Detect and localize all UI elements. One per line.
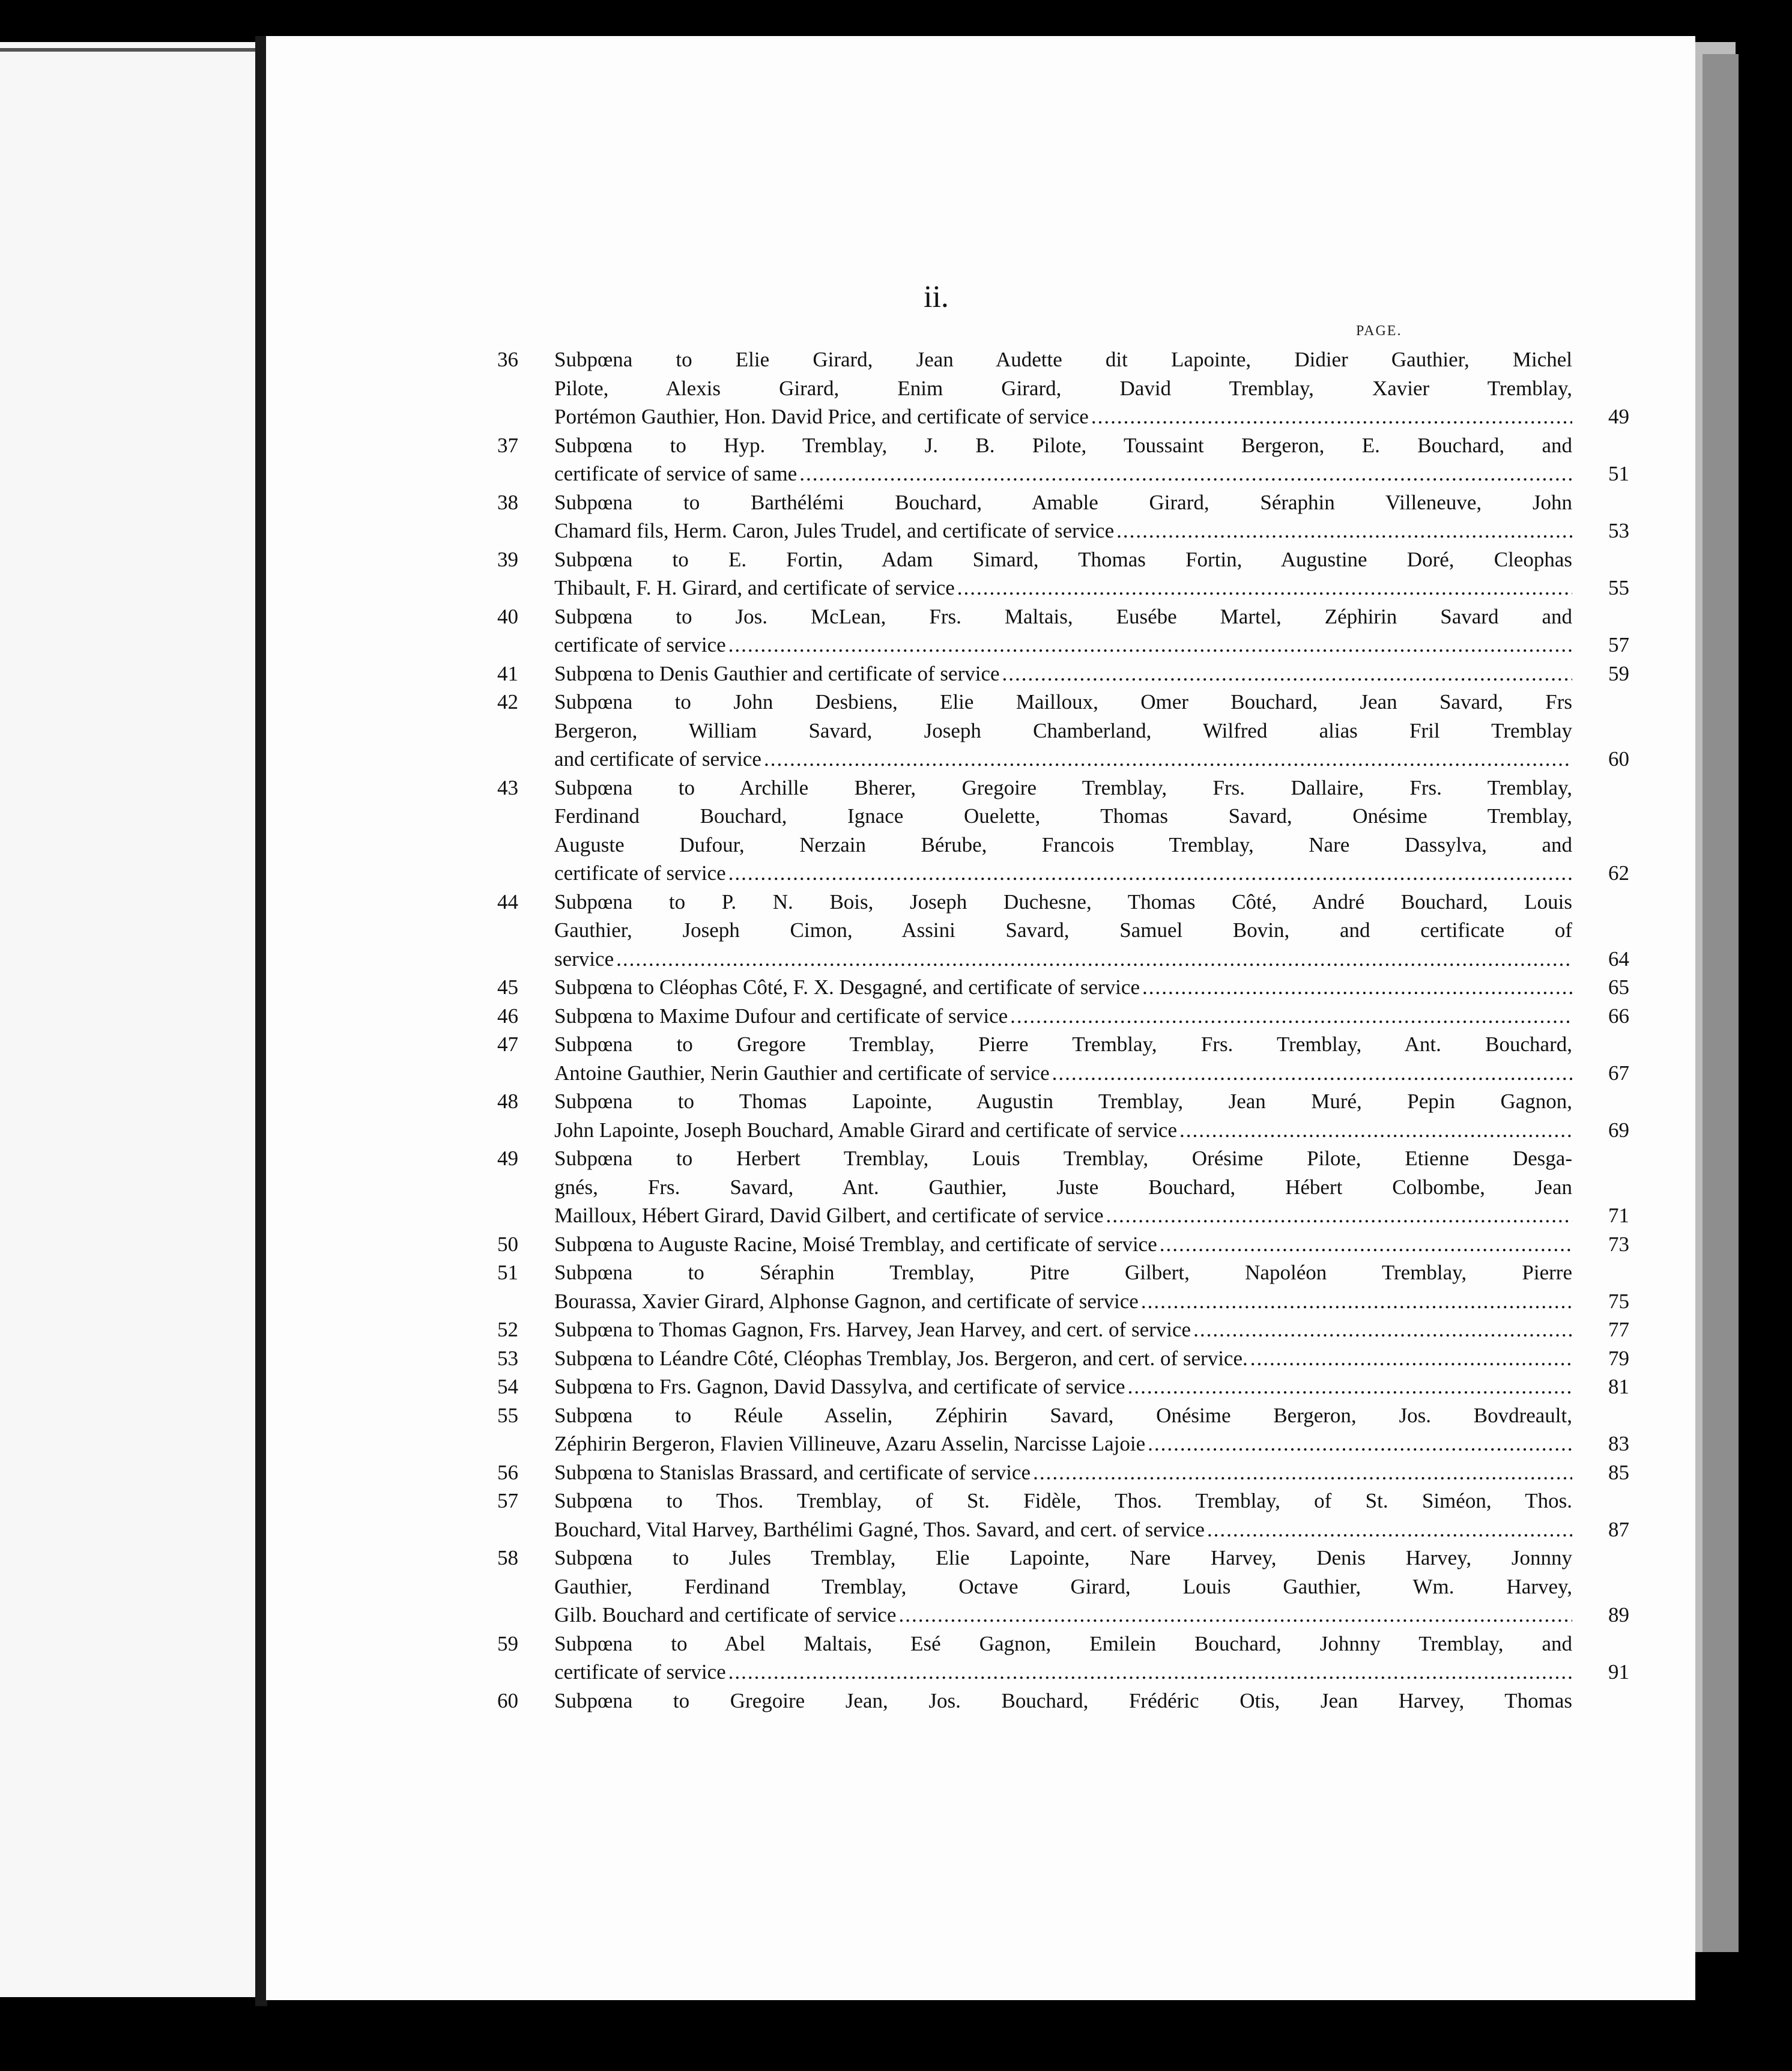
entry-page-number: 59 bbox=[1608, 661, 1629, 685]
entry-line: certificate of service of same ..... bbox=[554, 459, 1572, 488]
entry-number: 48 bbox=[497, 1090, 518, 1113]
entry-number: 56 bbox=[497, 1460, 518, 1484]
entry-number: 41 bbox=[497, 661, 518, 685]
entry-page-number: 49 bbox=[1608, 405, 1629, 428]
entry-line: Bergeron, William Savard, Joseph Chamberland, Wilfred alias Fril Tremblay bbox=[554, 718, 1572, 742]
toc-entry bbox=[476, 1401, 1629, 1458]
entry-number: 47 bbox=[497, 1032, 518, 1056]
entry-page-number: 66 bbox=[1608, 1004, 1629, 1028]
page-column-header: PAGE. bbox=[1356, 323, 1402, 339]
dot-leader bbox=[616, 945, 1572, 974]
entry-line: Mailloux, Hébert Girard, David Gilbert, and certificate of service ..... bbox=[554, 1201, 1572, 1230]
entry-line: Subpœna to Denis Gauthier and certificate of service ..... bbox=[554, 660, 1572, 688]
toc-entry bbox=[476, 1487, 1629, 1544]
dot-leader bbox=[1179, 1116, 1572, 1145]
toc-entry bbox=[476, 888, 1629, 974]
entry-number: 38 bbox=[497, 490, 518, 514]
toc-entry bbox=[476, 1544, 1629, 1630]
entry-number: 59 bbox=[497, 1631, 518, 1655]
entry-number: 53 bbox=[497, 1346, 518, 1370]
entry-line: Chamard fils, Herm. Caron, Jules Trudel, and certificate of service ..... bbox=[554, 517, 1572, 545]
toc-entry bbox=[476, 774, 1629, 888]
dot-leader bbox=[1160, 1230, 1572, 1259]
entry-number: 57 bbox=[497, 1489, 518, 1512]
entry-line: Subpœna to Gregore Tremblay, Pierre Tremblay, Frs. Tremblay, Ant. Bouchard, bbox=[554, 1032, 1572, 1056]
entry-page-number: 91 bbox=[1608, 1660, 1629, 1684]
entry-line: Subpœna to Thomas Gagnon, Frs. Harvey, Jean Harvey, and cert. of service ..... bbox=[554, 1315, 1572, 1344]
entry-line: Subpœna to Auguste Racine, Moisé Tremblay, and certificate of service ..... bbox=[554, 1230, 1572, 1259]
entry-line: Zéphirin Bergeron, Flavien Villineuve, Azaru Asselin, Narcisse Lajoie ..... bbox=[554, 1430, 1572, 1458]
entry-number: 55 bbox=[497, 1403, 518, 1427]
entry-page-number: 73 bbox=[1608, 1232, 1629, 1256]
entry-line: Bourassa, Xavier Girard, Alphonse Gagnon, and certificate of service ..... bbox=[554, 1287, 1572, 1316]
dot-leader bbox=[1002, 660, 1572, 688]
entry-line: Gauthier, Ferdinand Tremblay, Octave Girard, Louis Gauthier, Wm. Harvey, bbox=[554, 1574, 1572, 1598]
toc-entry bbox=[476, 1372, 1629, 1401]
entry-line: Subpœna to Archille Bherer, Gregoire Tremblay, Frs. Dallaire, Frs. Tremblay, bbox=[554, 775, 1572, 799]
toc-entry bbox=[476, 602, 1629, 660]
toc-entry bbox=[476, 1144, 1629, 1230]
toc-entry bbox=[476, 1230, 1629, 1259]
entry-page-number: 57 bbox=[1608, 633, 1629, 656]
entry-line: service ..... bbox=[554, 945, 1572, 974]
entry-page-number: 64 bbox=[1608, 947, 1629, 971]
entry-number: 43 bbox=[497, 775, 518, 799]
entry-number: 36 bbox=[497, 348, 518, 371]
entry-number: 42 bbox=[497, 690, 518, 714]
entry-line: Antoine Gauthier, Nerin Gauthier and certificate of service ..... bbox=[554, 1059, 1572, 1088]
toc-entry bbox=[476, 1458, 1629, 1487]
toc-entry bbox=[476, 488, 1629, 545]
facing-page-left bbox=[0, 42, 255, 1997]
dot-leader bbox=[799, 459, 1572, 488]
entry-line: certificate of service ..... bbox=[554, 631, 1572, 660]
entry-line: Thibault, F. H. Girard, and certificate of service ..... bbox=[554, 574, 1572, 602]
toc-entry bbox=[476, 545, 1629, 602]
dot-leader bbox=[1148, 1430, 1572, 1458]
entry-number: 51 bbox=[497, 1261, 518, 1284]
dot-leader bbox=[1142, 973, 1572, 1002]
entry-page-number: 51 bbox=[1608, 462, 1629, 485]
entry-number: 40 bbox=[497, 604, 518, 628]
entry-line: Subpœna to Abel Maltais, Esé Gagnon, Emilein Bouchard, Johnny Tremblay, and bbox=[554, 1631, 1572, 1655]
dot-leader bbox=[728, 1658, 1572, 1687]
entry-page-number: 53 bbox=[1608, 519, 1629, 542]
dot-leader bbox=[764, 745, 1572, 774]
toc-entry bbox=[476, 688, 1629, 774]
entry-page-number: 79 bbox=[1608, 1346, 1629, 1370]
dot-leader bbox=[957, 574, 1572, 602]
entry-page-number: 89 bbox=[1608, 1603, 1629, 1627]
toc-entry bbox=[476, 660, 1629, 688]
toc-entry bbox=[476, 1002, 1629, 1031]
toc-entry bbox=[476, 1630, 1629, 1687]
entry-line: Subpœna to Herbert Tremblay, Louis Tremblay, Orésime Pilote, Etienne Desga- bbox=[554, 1147, 1572, 1170]
entry-line: Bouchard, Vital Harvey, Barthélimi Gagné, Thos. Savard, and cert. of service ..... bbox=[554, 1515, 1572, 1544]
entry-line: Subpœna to E. Fortin, Adam Simard, Thomas Fortin, Augustine Doré, Cleophas bbox=[554, 547, 1572, 571]
toc-entry bbox=[476, 1258, 1629, 1315]
entry-number: 58 bbox=[497, 1546, 518, 1569]
entry-page-number: 55 bbox=[1608, 576, 1629, 599]
dot-leader bbox=[1091, 402, 1572, 431]
toc-entry bbox=[476, 1087, 1629, 1144]
dot-leader bbox=[728, 859, 1572, 888]
entry-number: 50 bbox=[497, 1232, 518, 1256]
book-spine bbox=[255, 36, 267, 2006]
entry-line: Subpœna to Séraphin Tremblay, Pitre Gilbert, Napoléon Tremblay, Pierre bbox=[554, 1261, 1572, 1284]
entry-number: 44 bbox=[497, 890, 518, 914]
entry-line: Subpœna to John Desbiens, Elie Mailloux, Omer Bouchard, Jean Savard, Frs bbox=[554, 690, 1572, 714]
toc-entry bbox=[476, 1315, 1629, 1344]
toc-entry bbox=[476, 1344, 1629, 1373]
toc-entry bbox=[476, 1030, 1629, 1087]
dot-leader bbox=[1250, 1344, 1572, 1373]
entry-page-number: 65 bbox=[1608, 975, 1629, 999]
entry-line: certificate of service ..... bbox=[554, 1658, 1572, 1687]
dot-leader bbox=[1128, 1372, 1572, 1401]
toc-entry bbox=[476, 431, 1629, 488]
entry-line: Portémon Gauthier, Hon. David Price, and certificate of service ..... bbox=[554, 402, 1572, 431]
dot-leader bbox=[1141, 1287, 1572, 1316]
entry-line: Gauthier, Joseph Cimon, Assini Savard, Samuel Bovin, and certificate of bbox=[554, 918, 1572, 942]
entry-page-number: 81 bbox=[1608, 1375, 1629, 1398]
page-number: ii. bbox=[924, 280, 949, 314]
entry-line: Subpœna to Thos. Tremblay, of St. Fidèle, Thos. Tremblay, of St. Siméon, Thos. bbox=[554, 1489, 1572, 1512]
entry-page-number: 71 bbox=[1608, 1204, 1629, 1227]
dot-leader bbox=[1207, 1515, 1572, 1544]
entry-page-number: 60 bbox=[1608, 747, 1629, 771]
entry-page-number: 87 bbox=[1608, 1517, 1629, 1541]
entry-page-number: 69 bbox=[1608, 1118, 1629, 1142]
entry-line: Subpœna to Stanislas Brassard, and certificate of service ..... bbox=[554, 1458, 1572, 1487]
dot-leader bbox=[1193, 1315, 1572, 1344]
entry-page-number: 77 bbox=[1608, 1318, 1629, 1341]
entry-number: 52 bbox=[497, 1318, 518, 1341]
entry-line: Auguste Dufour, Nerzain Bérube, Francois Tremblay, Nare Dassylva, and bbox=[554, 832, 1572, 857]
entry-number: 37 bbox=[497, 433, 518, 457]
entry-line: Subpœna to Gregoire Jean, Jos. Bouchard, Frédéric Otis, Jean Harvey, Thomas bbox=[554, 1688, 1572, 1712]
entry-number: 49 bbox=[497, 1147, 518, 1170]
document-page bbox=[266, 36, 1695, 2000]
dot-leader bbox=[728, 631, 1572, 660]
entry-number: 46 bbox=[497, 1004, 518, 1028]
entry-line: Subpœna to Jules Tremblay, Elie Lapointe, Nare Harvey, Denis Harvey, Jonnny bbox=[554, 1546, 1572, 1569]
entry-line: Pilote, Alexis Girard, Enim Girard, David Tremblay, Xavier Tremblay, bbox=[554, 376, 1572, 400]
entry-page-number: 85 bbox=[1608, 1460, 1629, 1484]
entry-line: Subpœna to Hyp. Tremblay, J. B. Pilote, Toussaint Bergeron, E. Bouchard, and bbox=[554, 433, 1572, 457]
entry-line: Subpœna to Frs. Gagnon, David Dassylva, and certificate of service ..... bbox=[554, 1372, 1572, 1401]
entry-number: 60 bbox=[497, 1688, 518, 1712]
toc-entry bbox=[476, 973, 1629, 1002]
entry-line: gnés, Frs. Savard, Ant. Gauthier, Juste Bouchard, Hébert Colbombe, Jean bbox=[554, 1175, 1572, 1199]
entry-line: John Lapointe, Joseph Bouchard, Amable Girard and certificate of service ..... bbox=[554, 1116, 1572, 1145]
page-stack-edge-shadow bbox=[1703, 54, 1739, 1952]
entry-line: Subpœna to Jos. McLean, Frs. Maltais, Eusébe Martel, Zéphirin Savard and bbox=[554, 604, 1572, 628]
toc-entry bbox=[476, 345, 1629, 431]
entry-page-number: 62 bbox=[1608, 861, 1629, 885]
toc-entry bbox=[476, 1687, 1629, 1715]
dot-leader bbox=[1052, 1059, 1572, 1088]
entry-number: 45 bbox=[497, 975, 518, 999]
entry-line: Gilb. Bouchard and certificate of service ..... bbox=[554, 1601, 1572, 1630]
dot-leader bbox=[898, 1601, 1572, 1630]
entry-line: Subpœna to P. N. Bois, Joseph Duchesne, Thomas Côté, André Bouchard, Louis bbox=[554, 890, 1572, 914]
entry-line: Subpœna to Maxime Dufour and certificate of service ..... bbox=[554, 1002, 1572, 1031]
entry-line: Subpœna to Cléophas Côté, F. X. Desgagné, and certificate of service ..... bbox=[554, 973, 1572, 1002]
entry-line: Subpœna to Barthélémi Bouchard, Amable Girard, Séraphin Villeneuve, John bbox=[554, 490, 1572, 514]
table-of-contents bbox=[476, 345, 1629, 1715]
facing-page-edge bbox=[0, 48, 255, 52]
dot-leader bbox=[1010, 1002, 1572, 1031]
dot-leader bbox=[1116, 517, 1572, 545]
entry-page-number: 83 bbox=[1608, 1432, 1629, 1455]
entry-line: certificate of service ..... bbox=[554, 859, 1572, 888]
entry-line: Subpœna to Léandre Côté, Cléophas Tremblay, Jos. Bergeron, and cert. of service. ..... bbox=[554, 1344, 1572, 1373]
dot-leader bbox=[1033, 1458, 1572, 1487]
entry-line: Ferdinand Bouchard, Ignace Ouelette, Thomas Savard, Onésime Tremblay, bbox=[554, 804, 1572, 828]
entry-line: Subpœna to Réule Asselin, Zéphirin Savard, Onésime Bergeron, Jos. Bovdreault, bbox=[554, 1403, 1572, 1427]
entry-line: Subpœna to Thomas Lapointe, Augustin Tremblay, Jean Muré, Pepin Gagnon, bbox=[554, 1090, 1572, 1113]
entry-number: 39 bbox=[497, 547, 518, 571]
entry-line: and certificate of service ..... bbox=[554, 745, 1572, 774]
entry-page-number: 67 bbox=[1608, 1061, 1629, 1085]
entry-number: 54 bbox=[497, 1375, 518, 1398]
entry-line: Subpœna to Elie Girard, Jean Audette dit Lapointe, Didier Gauthier, Michel bbox=[554, 348, 1572, 371]
entry-page-number: 75 bbox=[1608, 1289, 1629, 1313]
dot-leader bbox=[1106, 1201, 1573, 1230]
